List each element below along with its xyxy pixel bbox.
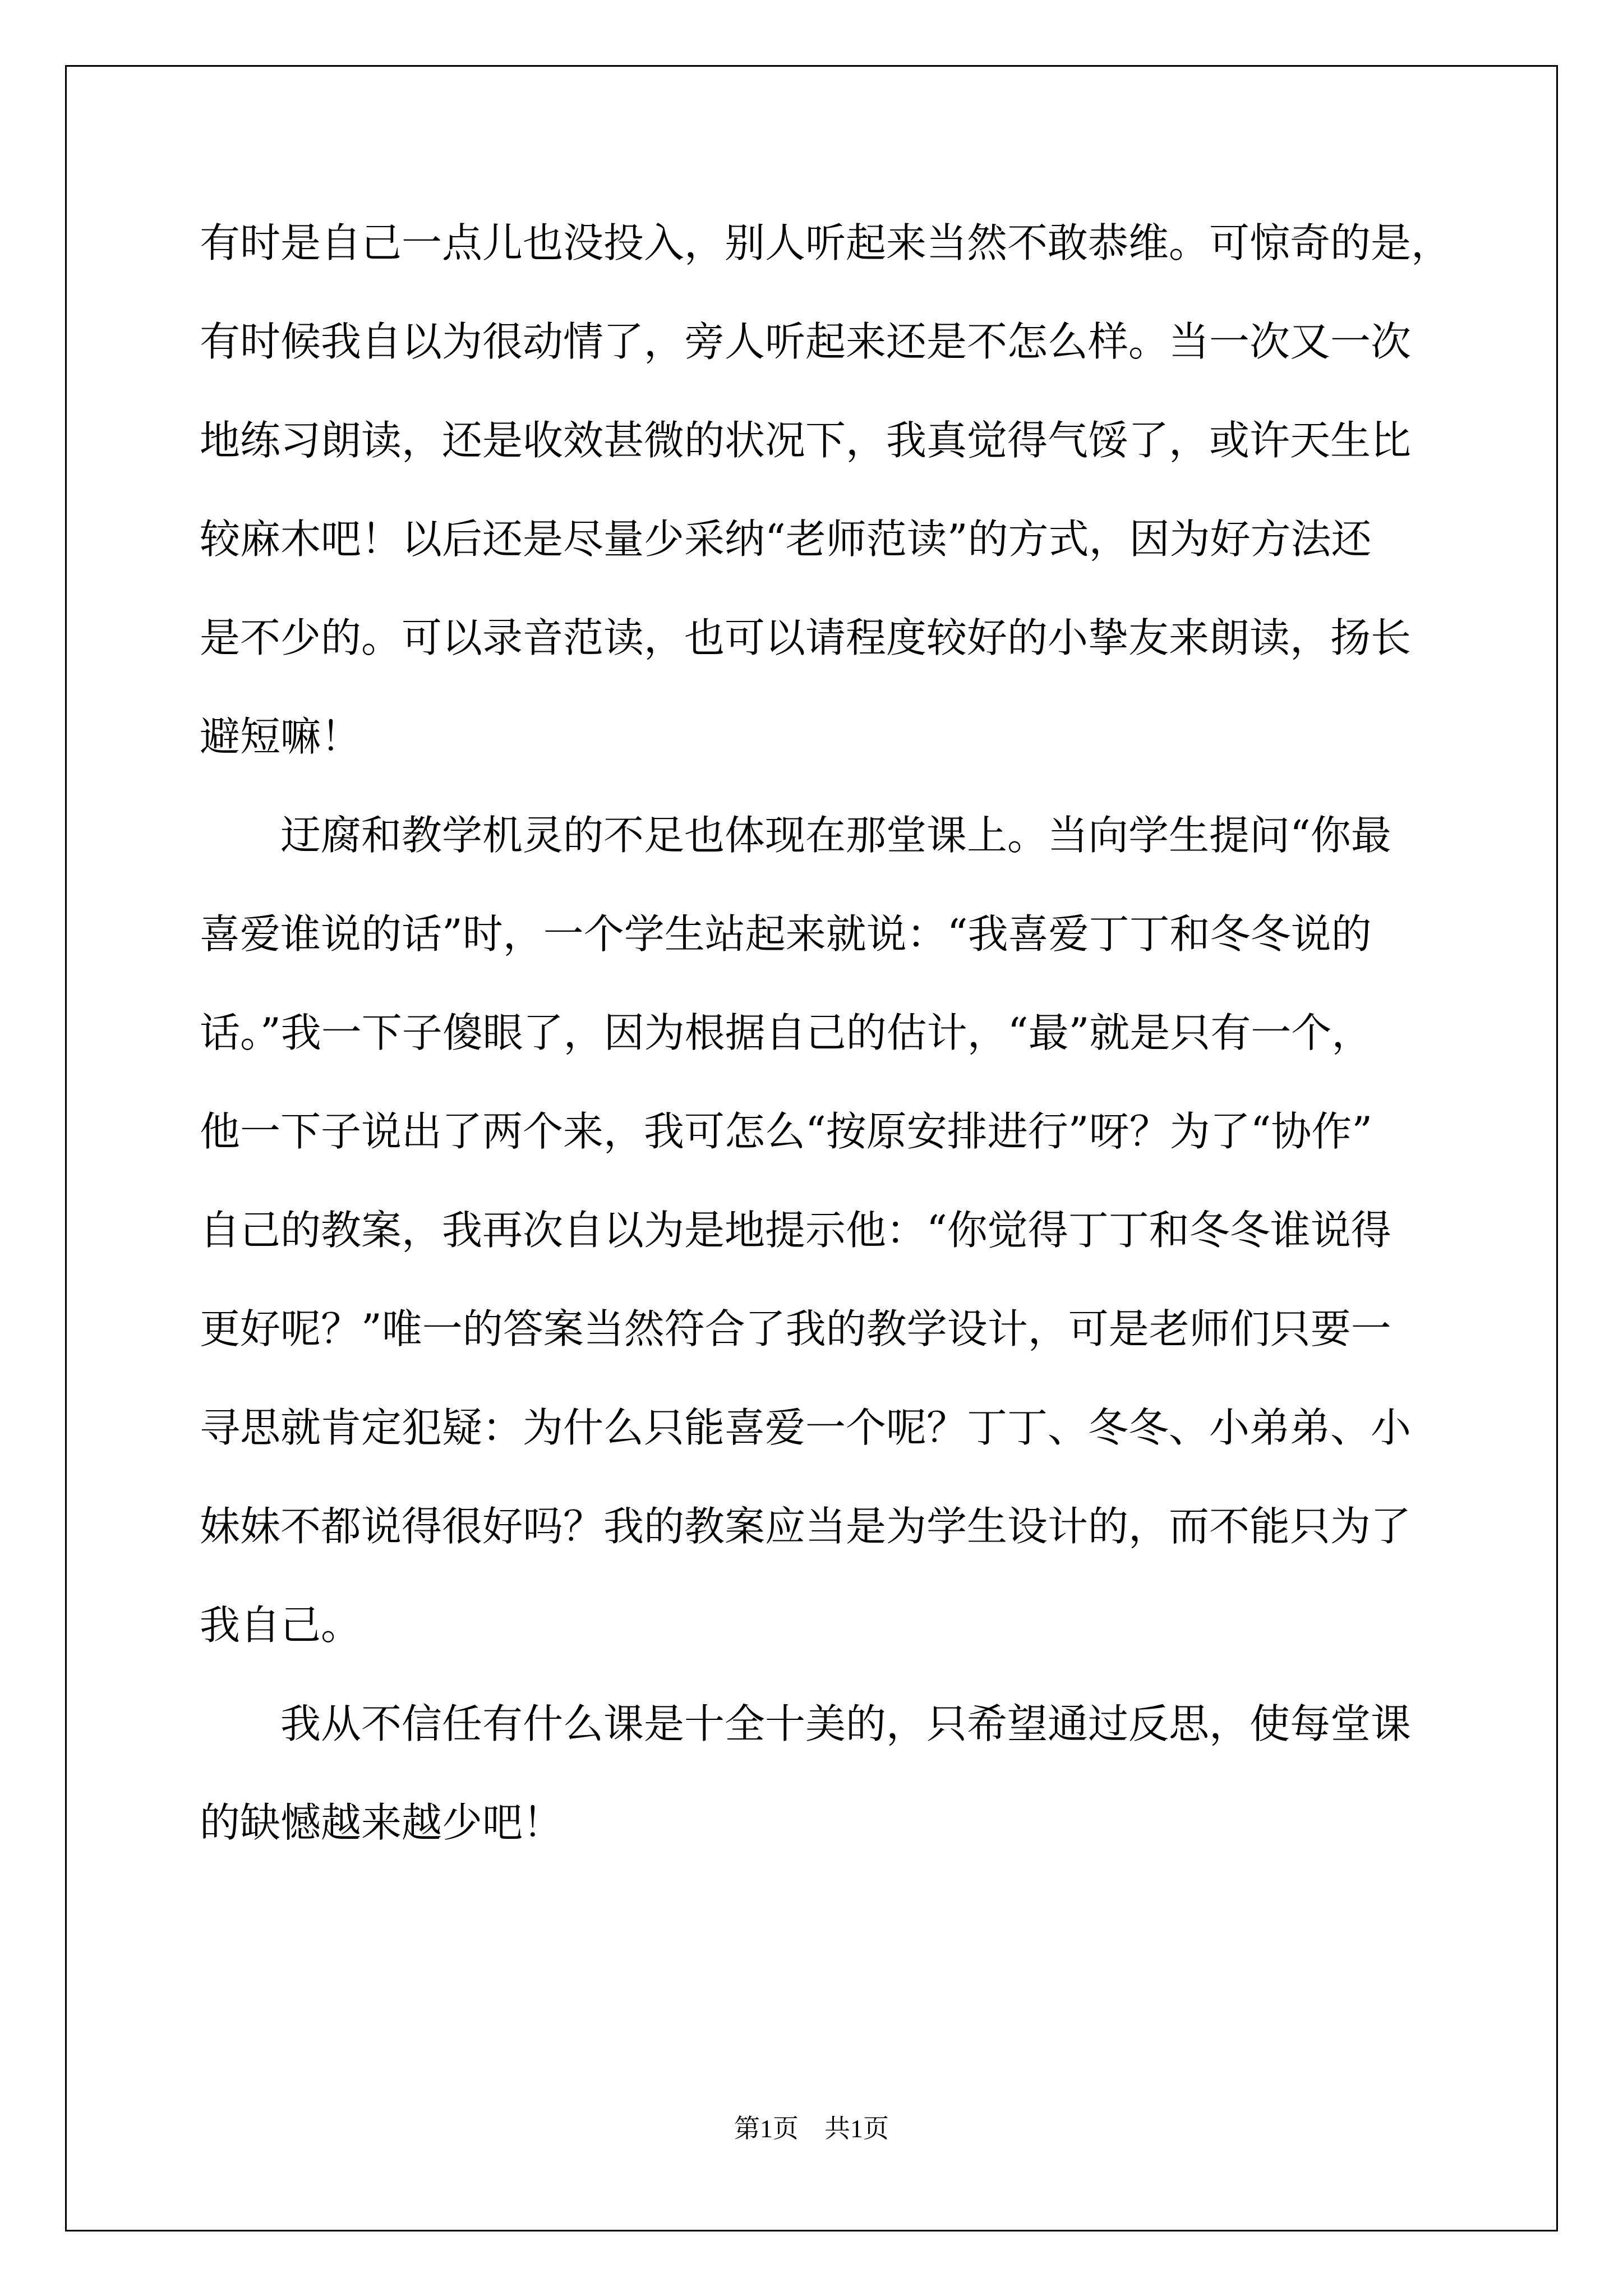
text-line: 有时候我自以为很动情了，旁人听起来还是不怎么样。当一次又一次 bbox=[200, 318, 1412, 365]
text-line: 较麻木吧！以后还是尽量少采纳“老师范读”的方式，因为好方法还 bbox=[200, 516, 1372, 563]
text-line: 喜爱谁说的话”时，一个学生站起来就说：“我喜爱丁丁和冬冬说的 bbox=[200, 910, 1372, 958]
text-line: 更好呢？”唯一的答案当然符合了我的教学设计，可是老师们只要一 bbox=[200, 1305, 1391, 1352]
text-line: 话。”我一下子傻眼了，因为根据自己的估计，“最”就是只有一个， bbox=[200, 1009, 1372, 1056]
text-line: 有时是自己一点儿也没投入，别人听起来当然不敢恭维。可惊奇的是， bbox=[200, 219, 1452, 266]
page-footer bbox=[0, 2108, 1623, 2145]
text-line: 是不少的。可以录音范读，也可以请程度较好的小挚友来朗读，扬长 bbox=[200, 614, 1412, 661]
text-line: 妹妹不都说得很好吗？我的教案应当是为学生设计的，而不能只为了 bbox=[200, 1503, 1412, 1550]
text-line: 他一下子说出了两个来，我可怎么“按原安排进行”呀？为了“协作” bbox=[200, 1108, 1373, 1155]
text-line: 我从不信任有什么课是十全十美的，只希望通过反思，使每堂课 bbox=[280, 1700, 1412, 1747]
text-line: 地练习朗读，还是收效甚微的状况下，我真觉得气馁了，或许天生比 bbox=[200, 417, 1412, 464]
text-line: 的缺憾越来越少吧！ bbox=[200, 1799, 564, 1846]
paragraph-3 bbox=[200, 1674, 1433, 1872]
paragraph-1 bbox=[200, 194, 1452, 786]
page-number-label: 第1页 共1页 bbox=[734, 2114, 889, 2143]
text-line: 迂腐和教学机灵的不足也体现在那堂课上。当向学生提问“你最 bbox=[280, 812, 1391, 859]
text-line: 避短嘛！ bbox=[200, 713, 362, 760]
paragraph-2 bbox=[200, 786, 1433, 1674]
text-line: 我自己。 bbox=[200, 1602, 362, 1649]
text-line: 寻思就肯定犯疑：为什么只能喜爱一个呢？丁丁、冬冬、小弟弟、小 bbox=[200, 1404, 1412, 1451]
text-line: 自己的教案，我再次自以为是地提示他：“你觉得丁丁和冬冬谁说得 bbox=[200, 1207, 1391, 1254]
document-body bbox=[200, 194, 1452, 1872]
